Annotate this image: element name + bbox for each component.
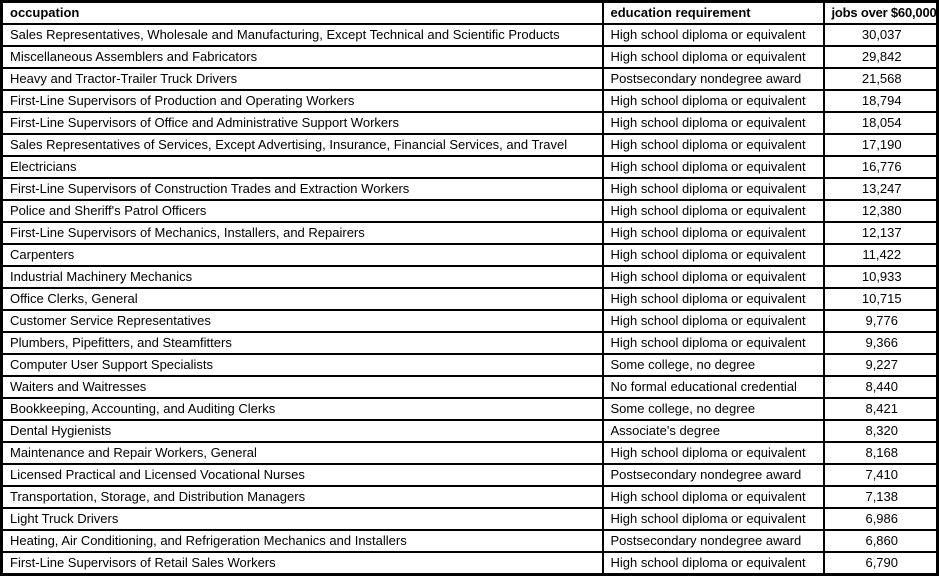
education-cell: High school diploma or equivalent: [603, 332, 824, 354]
occupation-cell: Heavy and Tractor-Trailer Truck Drivers: [2, 68, 603, 90]
jobs-count-cell: 30,037: [824, 24, 938, 46]
jobs-count-cell: 16,776: [824, 156, 938, 178]
table-row: [2, 530, 938, 552]
table-row: [2, 24, 938, 46]
occupation-cell: Carpenters: [2, 244, 603, 266]
column-header-jobs-over-60000: jobs over $60,000: [824, 2, 938, 25]
jobs-count-cell: 13,247: [824, 178, 938, 200]
jobs-count-cell: 6,986: [824, 508, 938, 530]
table-row: [2, 156, 938, 178]
table-row: [2, 508, 938, 530]
occupation-cell: Maintenance and Repair Workers, General: [2, 442, 603, 464]
education-cell: High school diploma or equivalent: [603, 266, 824, 288]
table-row: [2, 420, 938, 442]
table-row: [2, 552, 938, 575]
occupation-cell: Waiters and Waitresses: [2, 376, 603, 398]
occupation-cell: Plumbers, Pipefitters, and Steamfitters: [2, 332, 603, 354]
occupation-cell: Sales Representatives of Services, Except Advertising, Insurance, Financial Services, and Travel: [2, 134, 603, 156]
occupation-cell: Customer Service Representatives: [2, 310, 603, 332]
education-cell: Postsecondary nondegree award: [603, 464, 824, 486]
occupation-cell: First-Line Supervisors of Mechanics, Installers, and Repairers: [2, 222, 603, 244]
education-cell: Some college, no degree: [603, 354, 824, 376]
occupation-cell: Sales Representatives, Wholesale and Manufacturing, Except Technical and Scientific Products: [2, 24, 603, 46]
education-cell: Postsecondary nondegree award: [603, 68, 824, 90]
education-cell: High school diploma or equivalent: [603, 552, 824, 575]
table-row: [2, 398, 938, 420]
table-row: [2, 288, 938, 310]
education-cell: High school diploma or equivalent: [603, 486, 824, 508]
jobs-count-cell: 8,440: [824, 376, 938, 398]
occupation-cell: First-Line Supervisors of Retail Sales Workers: [2, 552, 603, 575]
education-cell: High school diploma or equivalent: [603, 222, 824, 244]
occupation-cell: Heating, Air Conditioning, and Refrigeration Mechanics and Installers: [2, 530, 603, 552]
table-row: [2, 222, 938, 244]
occupation-cell: Miscellaneous Assemblers and Fabricators: [2, 46, 603, 68]
education-cell: Some college, no degree: [603, 398, 824, 420]
table-row: [2, 332, 938, 354]
occupation-cell: Police and Sheriff's Patrol Officers: [2, 200, 603, 222]
education-cell: High school diploma or equivalent: [603, 46, 824, 68]
table-row: [2, 46, 938, 68]
education-cell: High school diploma or equivalent: [603, 310, 824, 332]
education-cell: High school diploma or equivalent: [603, 156, 824, 178]
education-cell: High school diploma or equivalent: [603, 442, 824, 464]
education-cell: High school diploma or equivalent: [603, 508, 824, 530]
jobs-count-cell: 18,054: [824, 112, 938, 134]
education-cell: High school diploma or equivalent: [603, 134, 824, 156]
table-row: [2, 376, 938, 398]
jobs-count-cell: 11,422: [824, 244, 938, 266]
table-row: [2, 464, 938, 486]
occupation-cell: Electricians: [2, 156, 603, 178]
table-row: [2, 244, 938, 266]
table-row: [2, 90, 938, 112]
jobs-count-cell: 9,366: [824, 332, 938, 354]
occupation-cell: First-Line Supervisors of Office and Administrative Support Workers: [2, 112, 603, 134]
jobs-count-cell: 9,776: [824, 310, 938, 332]
occupation-cell: Light Truck Drivers: [2, 508, 603, 530]
education-cell: High school diploma or equivalent: [603, 90, 824, 112]
occupation-cell: Dental Hygienists: [2, 420, 603, 442]
jobs-count-cell: 21,568: [824, 68, 938, 90]
jobs-count-cell: 10,715: [824, 288, 938, 310]
education-cell: High school diploma or equivalent: [603, 244, 824, 266]
table-header-row: [2, 2, 938, 25]
table-row: [2, 134, 938, 156]
table-row: [2, 486, 938, 508]
occupation-cell: Computer User Support Specialists: [2, 354, 603, 376]
jobs-count-cell: 8,168: [824, 442, 938, 464]
education-cell: High school diploma or equivalent: [603, 24, 824, 46]
table-row: [2, 178, 938, 200]
jobs-count-cell: 7,410: [824, 464, 938, 486]
jobs-count-cell: 17,190: [824, 134, 938, 156]
education-cell: No formal educational credential: [603, 376, 824, 398]
jobs-count-cell: 8,421: [824, 398, 938, 420]
education-cell: Associate's degree: [603, 420, 824, 442]
occupation-cell: Bookkeeping, Accounting, and Auditing Clerks: [2, 398, 603, 420]
jobs-count-cell: 12,137: [824, 222, 938, 244]
occupation-cell: Office Clerks, General: [2, 288, 603, 310]
jobs-count-cell: 10,933: [824, 266, 938, 288]
education-cell: High school diploma or equivalent: [603, 178, 824, 200]
occupation-cell: Transportation, Storage, and Distribution Managers: [2, 486, 603, 508]
occupation-cell: First-Line Supervisors of Production and Operating Workers: [2, 90, 603, 112]
jobs-count-cell: 29,842: [824, 46, 938, 68]
education-cell: High school diploma or equivalent: [603, 112, 824, 134]
table-row: [2, 354, 938, 376]
table-row: [2, 442, 938, 464]
education-cell: High school diploma or equivalent: [603, 200, 824, 222]
jobs-count-cell: 7,138: [824, 486, 938, 508]
table-row: [2, 200, 938, 222]
table-row: [2, 68, 938, 90]
occupation-cell: Licensed Practical and Licensed Vocational Nurses: [2, 464, 603, 486]
jobs-count-cell: 12,380: [824, 200, 938, 222]
occupation-cell: First-Line Supervisors of Construction Trades and Extraction Workers: [2, 178, 603, 200]
education-cell: High school diploma or equivalent: [603, 288, 824, 310]
table-body: [2, 24, 938, 575]
table-row: [2, 310, 938, 332]
jobs-count-cell: 9,227: [824, 354, 938, 376]
education-cell: Postsecondary nondegree award: [603, 530, 824, 552]
table-row: [2, 112, 938, 134]
column-header-occupation: occupation: [2, 2, 603, 25]
column-header-education-requirement: education requirement: [603, 2, 824, 25]
jobs-count-cell: 8,320: [824, 420, 938, 442]
jobs-count-cell: 18,794: [824, 90, 938, 112]
jobs-count-cell: 6,790: [824, 552, 938, 575]
occupation-cell: Industrial Machinery Mechanics: [2, 266, 603, 288]
table-row: [2, 266, 938, 288]
jobs-count-cell: 6,860: [824, 530, 938, 552]
